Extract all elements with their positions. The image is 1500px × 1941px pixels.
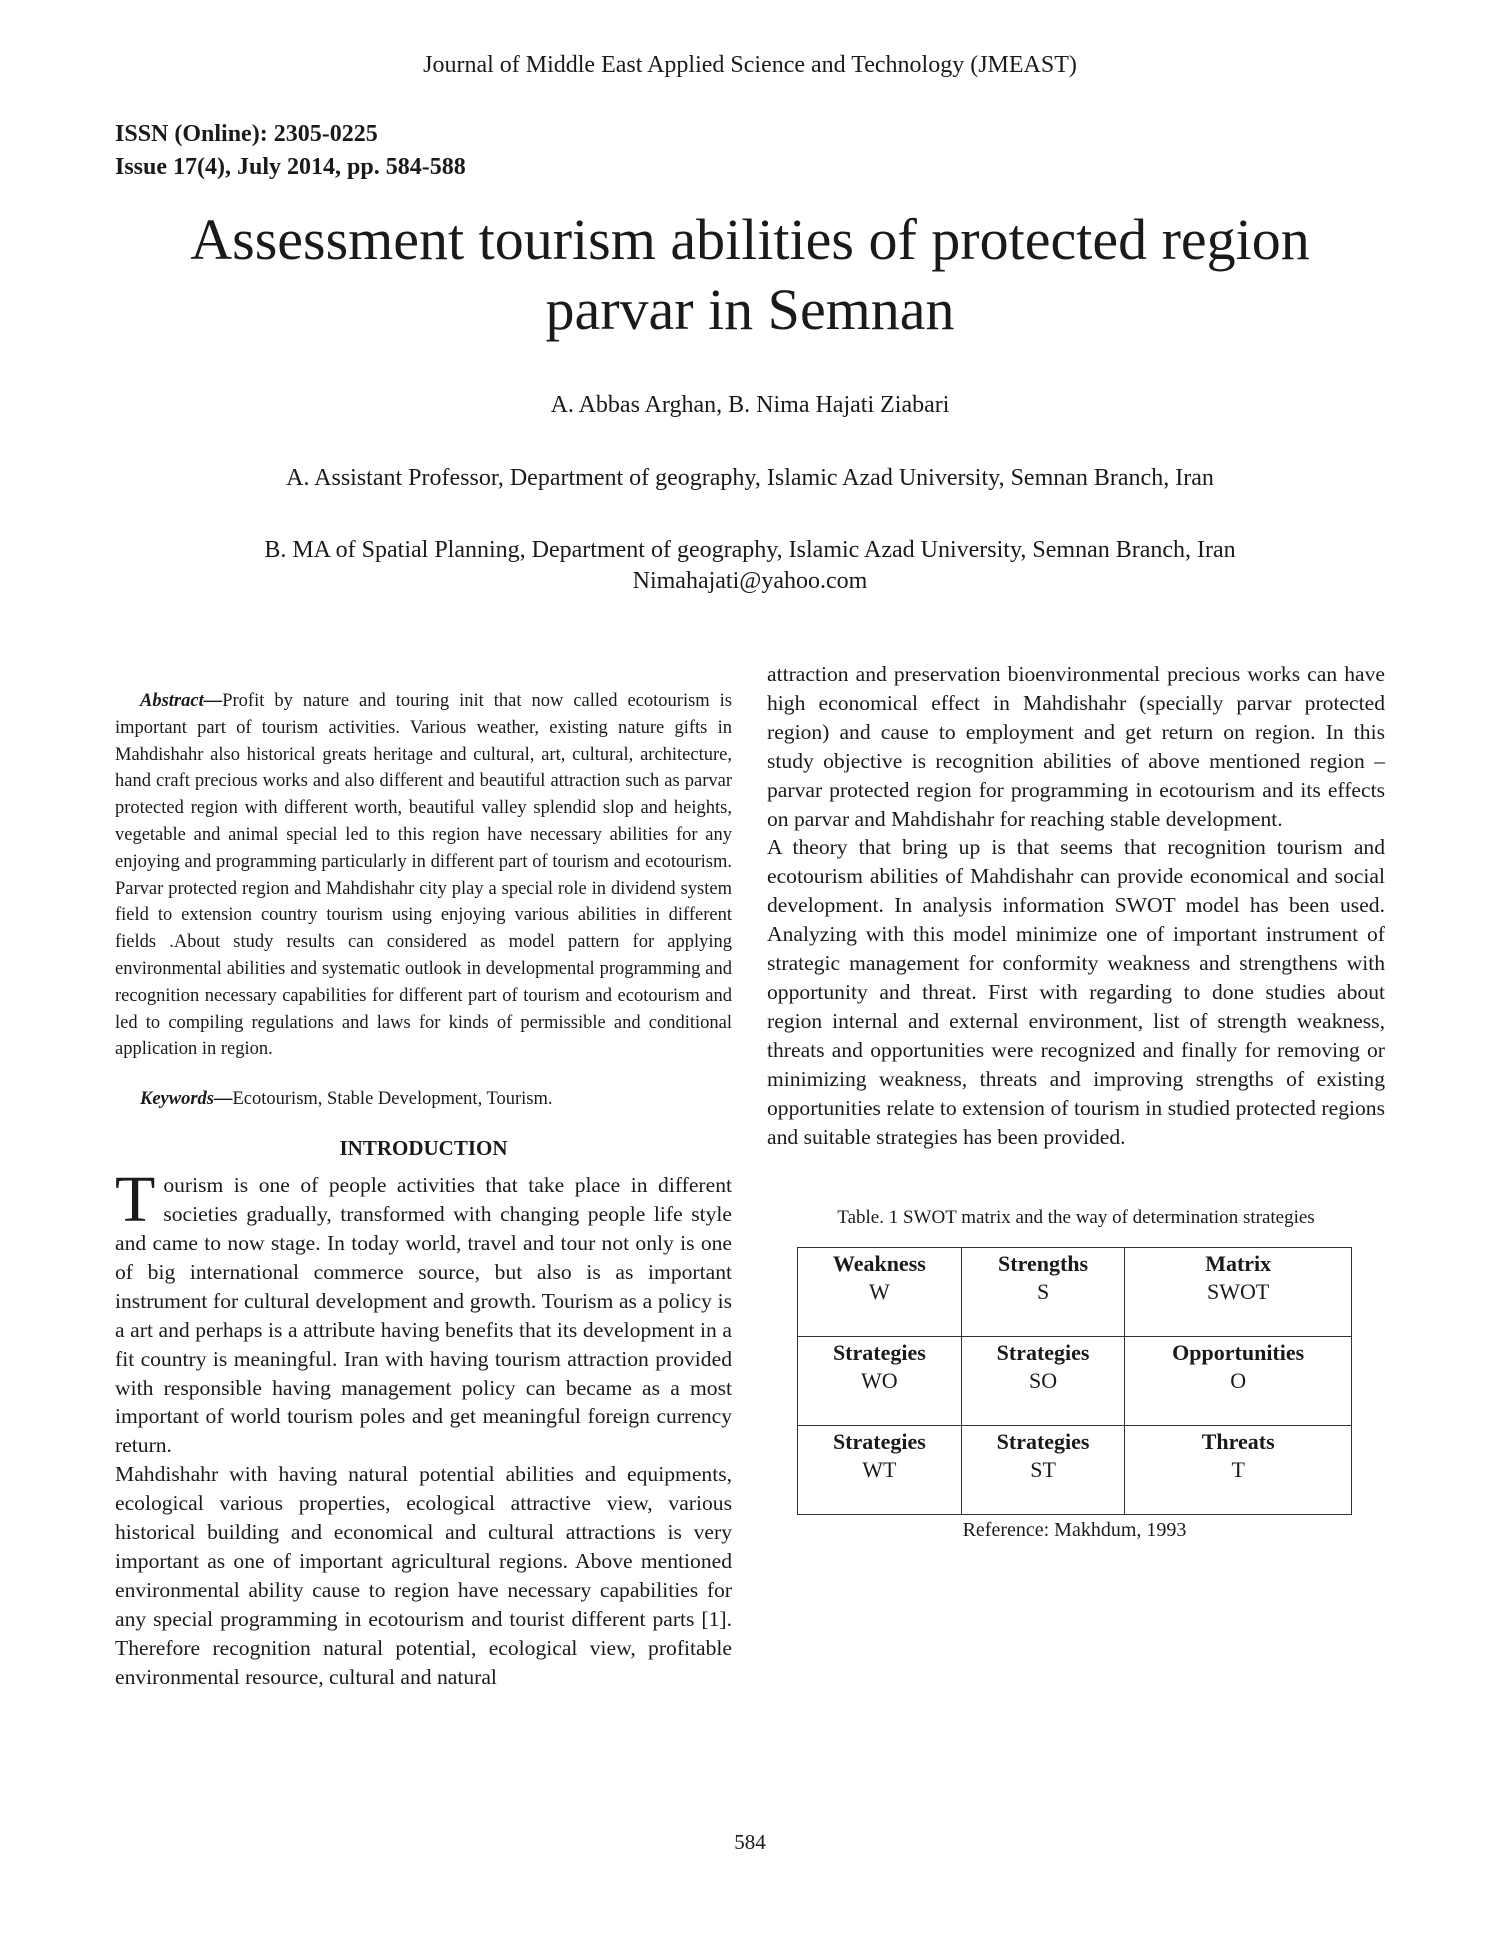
cell-code: WO	[861, 1368, 898, 1394]
affiliation-b-block	[0, 535, 1500, 597]
table-cell	[961, 1337, 1125, 1426]
cell-title: Strategies	[996, 1340, 1090, 1366]
issue-line: Issue 17(4), July 2014, pp. 584-588	[115, 154, 466, 180]
keywords	[115, 1089, 732, 1110]
intro-paragraph-2-continued: attraction and preservation bioenvironmental precious works can have high economical effect in Mahdishahr (specially parvar protected region) and cause to employment and get return on region. In this study objective is recognition abilities of above mentioned region – parvar protected region for programming in ecotourism and its effects on parvar and Mahdishahr for reaching stable development.	[767, 662, 1385, 831]
authors: A. Abbas Arghan, B. Nima Hajati Ziabari	[550, 392, 950, 418]
table-reference: Reference: Makhdum, 1993	[962, 1519, 1187, 1542]
intro-paragraph-3: A theory that bring up is that seems that recognition tourism and ecotourism abilities of Mahdishahr can provide economical and social development. In analysis information SWOT model has been used. Analyzing with this model minimize one of important instrument of strategic management for conformity weakness and strengthens with opportunity and threat. First with regarding to done studies about region internal and external environment, list of strength weakness, threats and opportunities were recognized and finally for removing or minimizing weakness, threats and improving strengths of existing opportunities relate to extension of tourism in studied protected regions and suitable strategies has been provided.	[767, 835, 1385, 1149]
page-number: 584	[734, 1830, 766, 1854]
cell-code: O	[1230, 1368, 1247, 1394]
cell-title: Strategies	[832, 1340, 926, 1366]
table-row	[798, 1337, 1352, 1426]
intro-paragraph-1-text: ourism is one of people activities that take place in different societies gradually, transformed with changing people life style and came to now stage. In today world, travel and tour not only is one of big international commerce source, but also is as important instrument for cultural development and growth. Tourism as a policy is a art and perhaps is a attribute having benefits that its development in a fit country is meaningful. Iran with having tourism attraction provided with responsible having management policy can became as a most important of world tourism poles and get meaningful foreign currency return.	[115, 1173, 732, 1458]
cell-title: Opportunities	[1172, 1340, 1305, 1366]
issn-block	[115, 118, 466, 184]
cell-title: Matrix	[1205, 1251, 1272, 1277]
table-row	[798, 1248, 1352, 1337]
keywords-text: Ecotourism, Stable Development, Tourism.	[232, 1089, 553, 1110]
cell-title: Strategies	[996, 1429, 1090, 1455]
table-cell	[798, 1337, 962, 1426]
table-cell	[1125, 1426, 1352, 1515]
table-row	[798, 1426, 1352, 1515]
cell-code: ST	[1030, 1457, 1056, 1483]
paper-title-line-1: Assessment tourism abilities of protected region	[190, 207, 1310, 272]
abstract	[115, 688, 732, 1063]
author-email: Nimahajati@yahoo.com	[632, 568, 868, 594]
table-cell	[961, 1248, 1125, 1337]
cell-code: SO	[1029, 1368, 1058, 1394]
table-cell	[798, 1248, 962, 1337]
abstract-label: Abstract—	[140, 691, 223, 711]
intro-paragraph-2: Mahdishahr with having natural potential abilities and equipments, ecological various properties, ecological attractive view, various historical building and economical and cultural attractions is very important as one of important agricultural regions. Above mentioned environmental ability cause to region have necessary capabilities for any special programming in ecotourism and tourist different parts [1]. Therefore recognition natural potential, ecological view, profitable environmental resource, cultural and natural	[115, 1462, 732, 1689]
table-cell	[798, 1426, 962, 1515]
swot-matrix-table	[797, 1247, 1352, 1515]
cell-code: W	[868, 1279, 890, 1305]
cell-code: T	[1231, 1457, 1245, 1483]
cell-title: Strengths	[998, 1251, 1089, 1277]
table-caption: Table. 1 SWOT matrix and the way of determination strategies	[837, 1207, 1315, 1229]
affiliation-b: B. MA of Spatial Planning, Department of geography, Islamic Azad University, Semnan Branch, Iran	[264, 537, 1236, 563]
cell-code: S	[1036, 1279, 1050, 1305]
table-cell	[961, 1426, 1125, 1515]
abstract-text: Profit by nature and touring init that now called ecotourism is important part of tourism activities. Various weather, existing nature gifts in Mahdishahr also historical greats heritage and cultural, art, cultural, architecture, hand craft precious works and also different and beautiful attraction such as parvar protected region with different worth, beautiful valley splendid slop and heights, vegetable and animal special led to this region have necessary abilities for any enjoying and programming particularly in different part of tourism and ecotourism. Parvar protected region and Mahdishahr city play a special role in dividend system field to extension country tourism using enjoying various abilities in different fields .About study results can considered as model pattern for applying environmental abilities and systematic outlook in developmental programming and recognition necessary capabilities for different part of tourism and ecotourism and led to compiling regulations and laws for kinds of permissible and conditional application in region.	[115, 691, 732, 1060]
cell-title: Weakness	[832, 1251, 926, 1277]
intro-paragraph-1	[115, 1163, 732, 1460]
paper-title-line-2: parvar in Semnan	[545, 277, 955, 342]
right-column	[767, 660, 1385, 1542]
dropcap-letter: T	[115, 1163, 156, 1237]
table-cell	[1125, 1248, 1352, 1337]
cell-code: WT	[862, 1457, 897, 1483]
left-column	[115, 688, 732, 1691]
keywords-label: Keywords—	[140, 1089, 233, 1110]
cell-title: Strategies	[832, 1429, 926, 1455]
cell-code: SWOT	[1207, 1279, 1270, 1305]
cell-title: Threats	[1201, 1429, 1275, 1455]
paper-title	[100, 205, 1400, 345]
table-cell	[1125, 1337, 1352, 1426]
journal-header: Journal of Middle East Applied Science and Technology (JMEAST)	[423, 52, 1077, 78]
affiliation-a: A. Assistant Professor, Department of geography, Islamic Azad University, Semnan Branch, Iran	[286, 465, 1214, 491]
introduction-heading: INTRODUCTION	[339, 1136, 508, 1161]
issn-line: ISSN (Online): 2305-0225	[115, 121, 378, 147]
